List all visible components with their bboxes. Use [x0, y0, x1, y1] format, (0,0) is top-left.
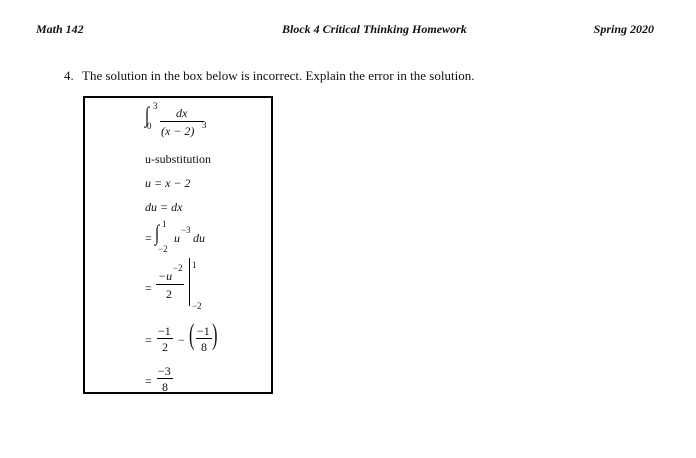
- integral-lower-limit: −2: [158, 244, 168, 254]
- equals-sign: =: [145, 333, 152, 347]
- result-denominator: 8: [162, 380, 168, 394]
- left-parenthesis: (: [189, 318, 195, 351]
- integral-lower-limit: 0: [147, 121, 152, 131]
- result-numerator: −3: [158, 364, 171, 378]
- solution-box: [83, 96, 273, 394]
- antiderivative-denominator: 2: [166, 287, 172, 301]
- antiderivative-numerator: −u: [158, 269, 173, 283]
- term-label: Spring 2020: [593, 22, 654, 36]
- page-header: [36, 22, 654, 40]
- fraction-bar: [196, 338, 212, 339]
- equals-sign: =: [145, 231, 152, 245]
- evaluation-bar: [189, 258, 190, 306]
- minus-sign: −: [178, 333, 185, 347]
- fraction-numerator: −1: [158, 324, 171, 338]
- evaluation-lower-limit: −2: [192, 301, 202, 311]
- equals-sign: =: [145, 281, 152, 295]
- integrand-exponent: −3: [181, 225, 191, 235]
- integrand-differential: du: [193, 231, 205, 245]
- substitution-step: u = x − 2: [145, 176, 191, 190]
- differential-step: du = dx: [145, 200, 183, 214]
- integrand-numerator: dx: [176, 106, 188, 120]
- fraction-numerator: −1: [197, 324, 210, 338]
- fraction-bar: [157, 338, 173, 339]
- course-label: Math 142: [36, 22, 84, 36]
- integral-sign: ∫: [145, 102, 150, 127]
- integrand-exponent: 3: [202, 120, 207, 130]
- fraction-denominator: 2: [162, 340, 168, 354]
- integral-sign: ∫: [155, 220, 160, 245]
- question-number: 4.: [64, 68, 74, 83]
- fraction-bar: [160, 121, 204, 122]
- question-text: The solution in the box below is incorrect. Explain the error in the solution.: [82, 68, 475, 83]
- fraction-denominator: 8: [201, 340, 207, 354]
- evaluation-upper-limit: 1: [192, 260, 197, 270]
- assignment-title: Block 4 Critical Thinking Homework: [282, 22, 467, 36]
- method-label: u-substitution: [145, 152, 212, 166]
- fraction-bar: [157, 378, 173, 379]
- fraction-bar: [156, 284, 184, 285]
- integrand-base: u: [174, 231, 180, 245]
- question: [64, 68, 474, 84]
- right-parenthesis: ): [212, 318, 218, 351]
- antiderivative-exponent: −2: [173, 263, 183, 273]
- integrand-denominator: (x − 2): [161, 124, 195, 138]
- equals-sign: =: [145, 374, 152, 388]
- integral-upper-limit: 3: [153, 101, 158, 111]
- integral-upper-limit: 1: [162, 219, 167, 229]
